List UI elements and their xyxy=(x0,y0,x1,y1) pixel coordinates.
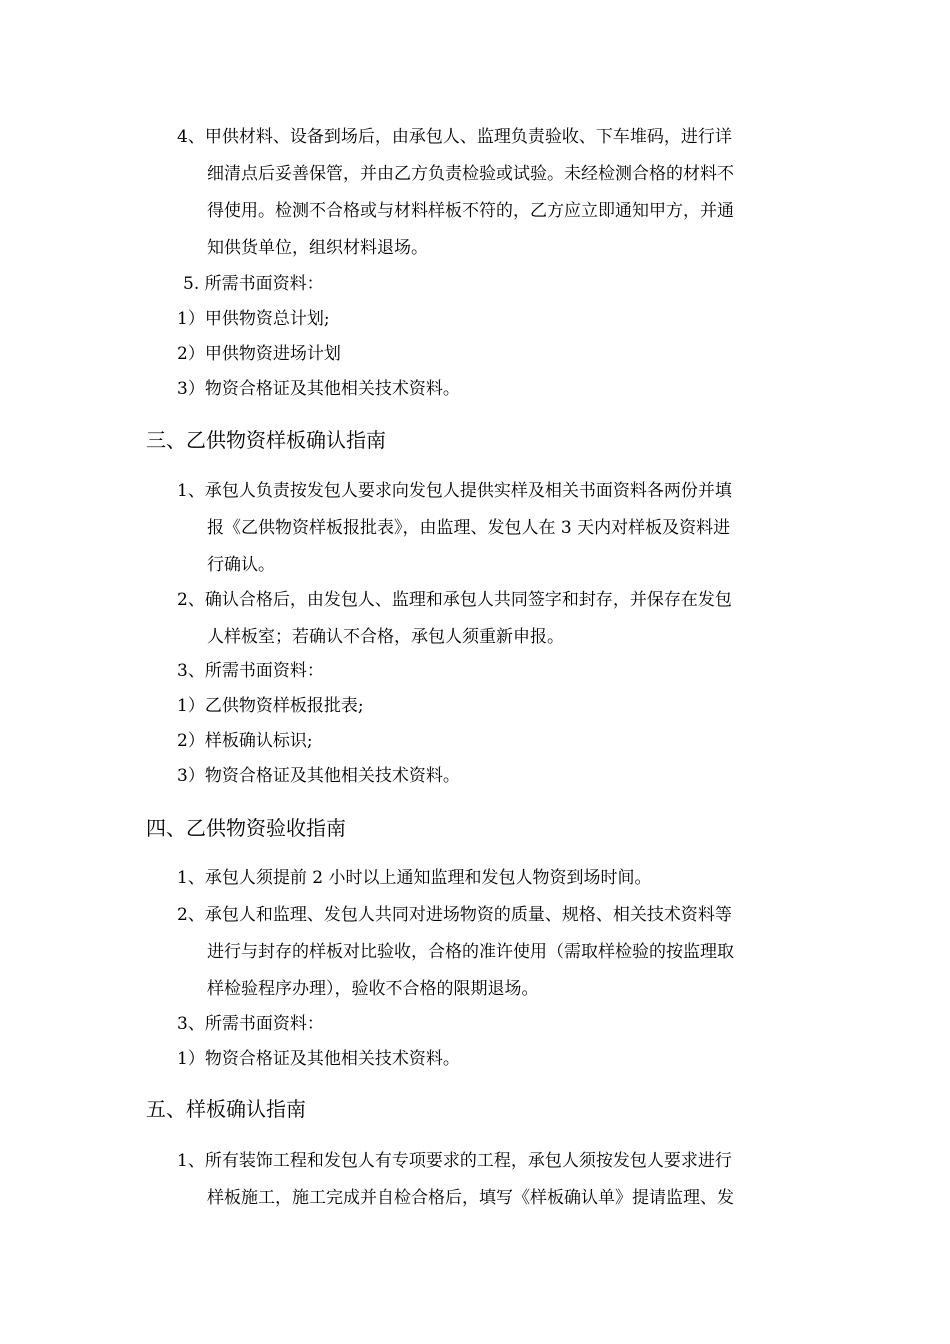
item4-line4: 知供货单位，组织材料退场。 xyxy=(207,238,428,258)
item4-line3: 得使用。检测不合格或与材料样板不符的，乙方应立即通知甲方，并通 xyxy=(207,201,734,221)
item4-line2: 细清点后妥善保管，并由乙方负责检验或试验。未经检测合格的材料不 xyxy=(207,164,734,184)
section-3-title: 三、乙供物资样板确认指南 xyxy=(146,428,386,452)
doc-list-item: 1）甲供物资总计划; xyxy=(177,309,330,329)
doc-list-item: 1）物资合格证及其他相关技术资料。 xyxy=(177,1049,460,1069)
s5-item1-line1: 1、所有装饰工程和发包人有专项要求的工程，承包人须按发包人要求进行 xyxy=(177,1151,732,1171)
doc-list-item: 3）物资合格证及其他相关技术资料。 xyxy=(177,379,460,399)
doc-list-item: 2）样板确认标识; xyxy=(177,731,313,751)
s4-item2-line2: 进行与封存的样板对比验收，合格的准许使用（需取样检验的按监理取 xyxy=(207,942,734,962)
section-5-title: 五、样板确认指南 xyxy=(146,1097,306,1121)
s4-item1: 1、承包人须提前 2 小时以上通知监理和发包人物资到场时间。 xyxy=(177,868,652,888)
doc-list-item: 1）乙供物资样板报批表; xyxy=(177,696,364,716)
s3-item1-line1: 1、承包人负责按发包人要求向发包人提供实样及相关书面资料各两份并填 xyxy=(177,481,732,501)
s3-item2-line2: 人样板室；若确认不合格，承包人须重新申报。 xyxy=(207,627,564,647)
s5-item1-line2: 样板施工，施工完成并自检合格后，填写《样板确认单》提请监理、发 xyxy=(207,1188,734,1208)
item4-line1: 4、甲供材料、设备到场后，由承包人、监理负责验收、下车堆码，进行详 xyxy=(177,127,732,147)
s3-item1-line2: 报《乙供物资样板报批表》，由监理、发包人在 3 天内对样板及资料进 xyxy=(207,518,731,538)
s4-item2-line1: 2、承包人和监理、发包人共同对进场物资的质量、规格、相关技术资料等 xyxy=(177,905,732,925)
doc-list-item: 2）甲供物资进场计划 xyxy=(177,344,341,364)
item5-label: 5. 所需书面资料： xyxy=(183,274,324,294)
section-4-title: 四、乙供物资验收指南 xyxy=(146,816,346,840)
s3-item2-line1: 2、确认合格后，由发包人、监理和承包人共同签字和封存，并保存在发包 xyxy=(177,590,732,610)
doc-list-item: 3）物资合格证及其他相关技术资料。 xyxy=(177,766,460,786)
s4-item3-label: 3、所需书面资料： xyxy=(177,1014,324,1034)
s3-item3-label: 3、所需书面资料： xyxy=(177,661,324,681)
s4-item2-line3: 样检验程序办理），验收不合格的限期退场。 xyxy=(207,979,539,999)
s3-item1-line3: 行确认。 xyxy=(207,555,275,575)
